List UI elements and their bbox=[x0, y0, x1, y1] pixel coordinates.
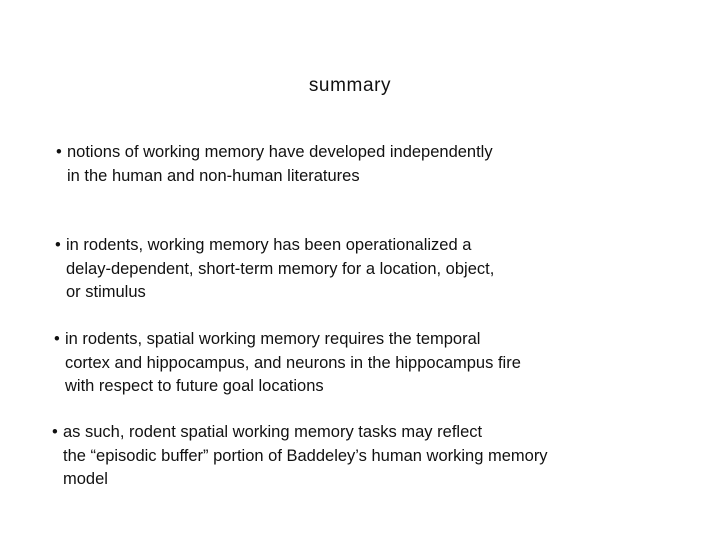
bullet-line: cortex and hippocampus, and neurons in the hippocampus fire bbox=[65, 353, 521, 372]
bullet-line: in rodents, working memory has been operationalized a bbox=[66, 236, 472, 254]
bullet-marker: • bbox=[54, 330, 60, 348]
bullet-line: as such, rodent spatial working memory tasks may reflect bbox=[63, 423, 483, 441]
bullet-line: notions of working memory have developed independently bbox=[67, 143, 493, 161]
bullet-line: with respect to future goal locations bbox=[65, 377, 324, 395]
bullet-line: the “episodic buffer” portion of Baddeley’s human working memory bbox=[63, 446, 548, 465]
slide-title: summary bbox=[308, 75, 392, 96]
bullet-line: model bbox=[63, 470, 108, 488]
bullet-line: or stimulus bbox=[66, 283, 146, 301]
bullet-marker: • bbox=[56, 143, 62, 161]
bullet-line: delay-dependent, short-term memory for a location, object, bbox=[66, 259, 495, 278]
bullet-point-2 bbox=[55, 234, 586, 305]
bullet-marker: • bbox=[52, 423, 58, 441]
bullet-marker: • bbox=[55, 236, 61, 254]
bullet-point-4 bbox=[52, 421, 643, 492]
bullet-line: in rodents, spatial working memory requires the temporal bbox=[65, 330, 481, 348]
bullet-line: in the human and non-human literatures bbox=[67, 166, 360, 185]
bullet-point-3 bbox=[54, 328, 605, 399]
bullet-point-1 bbox=[56, 141, 587, 188]
